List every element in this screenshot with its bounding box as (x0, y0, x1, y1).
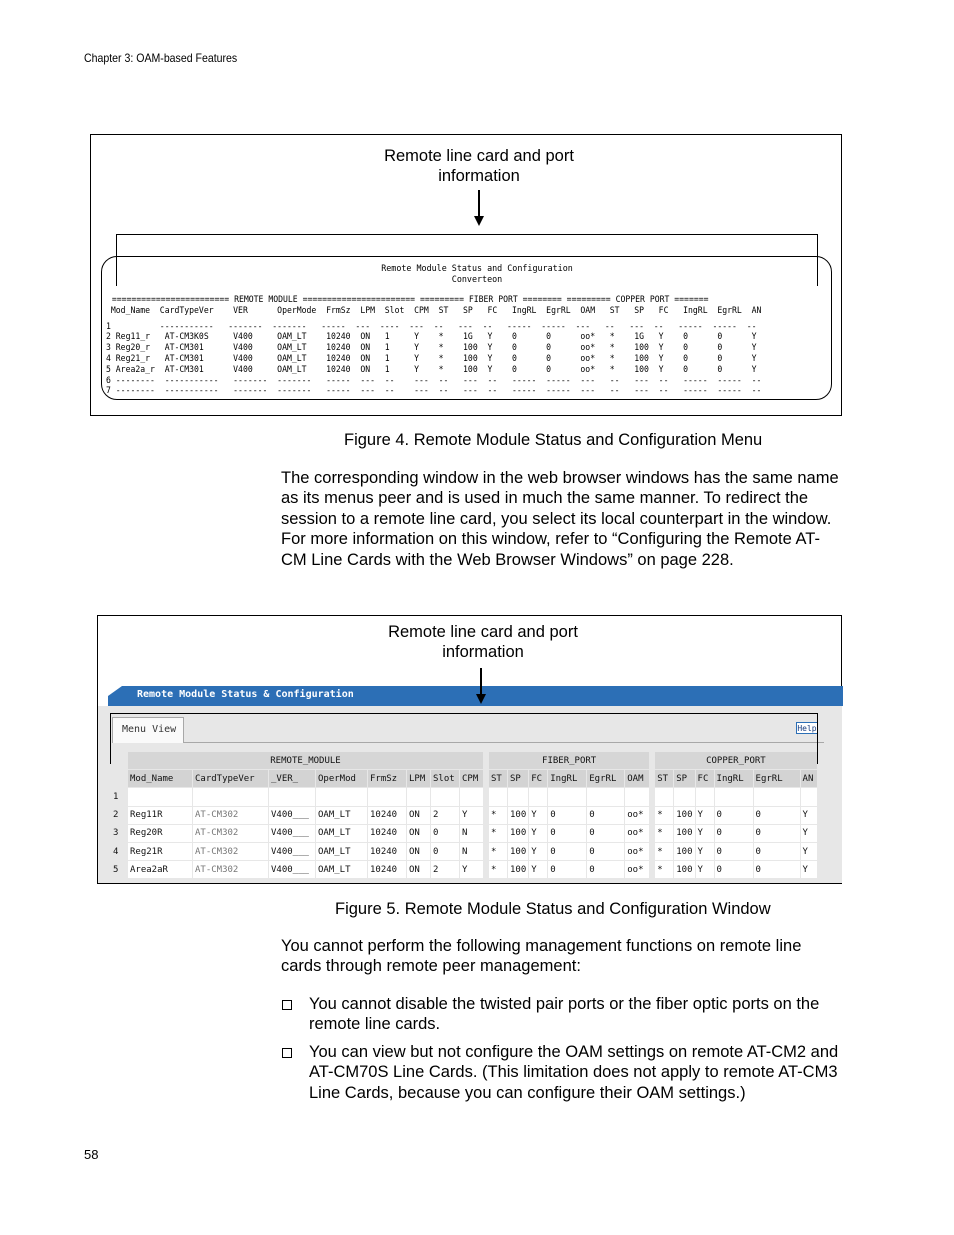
figure-4-caption: Figure 4. Remote Module Status and Configuration Menu (344, 431, 763, 449)
cell-ver: V400___ (269, 861, 315, 878)
col-cpm: CPM (460, 770, 483, 787)
cell-fiber-st: * (489, 861, 507, 878)
cell-frmsz: 10240 (368, 861, 406, 878)
cell-frmsz: 10240 (368, 843, 406, 860)
cell-copper-ingrl (715, 788, 753, 805)
cell-opermod: OAM_LT (316, 843, 367, 860)
callout-line-1: Remote line card and port (388, 623, 578, 641)
cell-ver: V400___ (269, 843, 315, 860)
cell-fiber-sp: 100 (508, 861, 528, 878)
tab-baseline (184, 742, 824, 743)
col-cardtypever: CardTypeVer (193, 770, 268, 787)
cell-fiber-ingrl: 0 (548, 843, 586, 860)
cell-copper-st: * (655, 807, 673, 824)
cell-lpm: ON (407, 825, 430, 842)
cell-frmsz (368, 788, 406, 805)
gap-cell (650, 788, 654, 805)
cell-copper-st: * (655, 861, 673, 878)
row-index: 2 (113, 810, 119, 821)
cell-copper-an: Y (801, 843, 817, 860)
cell-fiber-sp (508, 788, 528, 805)
cell-fiber-ingrl (548, 788, 586, 805)
callout-arrow (478, 190, 480, 218)
gap-cell (650, 843, 654, 860)
cell-ver: V400___ (269, 825, 315, 842)
cell-copper-fc: Y (696, 807, 714, 824)
callout-line-2: information (438, 167, 520, 185)
col-copper-sp: SP (674, 770, 694, 787)
cell-fiber-st: * (489, 843, 507, 860)
col-copper-st: ST (655, 770, 673, 787)
cell-fiber-egrrl: 0 (587, 825, 624, 842)
cell-modname: Area2aR (128, 861, 192, 878)
cell-copper-an: Y (801, 825, 817, 842)
terminal-row[interactable]: 3 Reg20_r AT-CM301 V400 OAM_LT 10240 ON 1 Y * 100 Y 0 0 oo* * 100 Y 0 0 Y (106, 342, 757, 353)
cell-copper-sp: 100 (674, 807, 694, 824)
figure-5-caption: Figure 5. Remote Module Status and Configuration Window (335, 900, 771, 918)
cell-opermod: OAM_LT (316, 807, 367, 824)
group-fiber-port: FIBER_PORT (489, 752, 649, 769)
cell-copper-ingrl: 0 (715, 807, 753, 824)
gap-cell (484, 825, 488, 842)
cell-fiber-egrrl (587, 788, 624, 805)
cell-opermod: OAM_LT (316, 825, 367, 842)
cell-copper-an: Y (801, 807, 817, 824)
cell-fiber-st: * (489, 807, 507, 824)
bracket-right-leg (817, 713, 818, 764)
gap-cell (484, 861, 488, 878)
cell-lpm (407, 788, 430, 805)
cell-slot: 2 (431, 861, 459, 878)
page-number: 58 (84, 1147, 99, 1162)
terminal-table (106, 294, 826, 396)
cell-fiber-oam: oo* (625, 843, 649, 860)
cell-copper-st: * (655, 825, 673, 842)
figure-5-callout (333, 622, 633, 662)
bullet-text: You can view but not configure the OAM settings on remote AT-CM2 and AT-CM70S Line Cards. (This limitation does not apply to remote AT-CM3 Line Cards, because you can configure their OAM settings.) (309, 1043, 839, 1102)
table-row[interactable] (111, 825, 817, 842)
col-fiber-ingrl: IngRL (548, 770, 586, 787)
cell-copper-egrrl (754, 788, 800, 805)
column-line: Mod_Name CardTypeVer VER OperMode FrmSz LPM Slot CPM ST SP FC IngRL EgrRL OAM ST SP FC IngRL EgrRL AN (106, 304, 762, 315)
cell-opermod (316, 788, 367, 805)
col-mod-name: Mod_Name (128, 770, 192, 787)
gap-cell (650, 807, 654, 824)
window-title: Remote Module Status & Configuration (137, 689, 354, 700)
col-fiber-sp: SP (508, 770, 528, 787)
cell-copper-fc: Y (696, 825, 714, 842)
cell-cpm: Y (460, 861, 483, 878)
cell-copper-fc: Y (696, 861, 714, 878)
cell-modname: Reg11R (128, 807, 192, 824)
cell-fiber-oam: oo* (625, 861, 649, 878)
col-fiber-oam: OAM (625, 770, 649, 787)
cell-fiber-st (489, 788, 507, 805)
cell-fiber-oam: oo* (625, 825, 649, 842)
column-header-row (111, 770, 817, 787)
cell-fiber-fc: Y (529, 843, 547, 860)
cell-copper-st (655, 788, 673, 805)
terminal-row[interactable]: 7 -------- ----------- ------- ------- ----- --- -- --- -- --- -- ----- ----- --- -- --- -- ----- ----- -- (106, 385, 762, 396)
cell-lpm: ON (407, 861, 430, 878)
col-fiber-egrrl: EgrRL (587, 770, 624, 787)
cell-opermod: OAM_LT (316, 861, 367, 878)
terminal-row[interactable]: 6 -------- ----------- ------- ------- ----- --- -- --- -- --- -- ----- ----- --- -- --- -- ----- ----- -- (106, 374, 762, 385)
table-row[interactable] (111, 861, 817, 878)
cell-fiber-st: * (489, 825, 507, 842)
title-bar-notch (108, 686, 122, 706)
cell-slot: 2 (431, 807, 459, 824)
cell-modname: Reg20R (128, 825, 192, 842)
col-fiber-fc: FC (529, 770, 547, 787)
help-button[interactable]: Help (797, 724, 817, 733)
arrow-head-icon (474, 216, 484, 226)
col-copper-ingrl: IngRL (715, 770, 753, 787)
cell-fiber-ingrl: 0 (548, 861, 586, 878)
group-remote-module: REMOTE_MODULE (128, 752, 483, 769)
terminal-row[interactable]: 5 Area2a_r AT-CM301 V400 OAM_LT 10240 ON 1 Y * 100 Y 0 0 oo* * 100 Y 0 0 Y (106, 363, 757, 374)
col-frmsz: FrmSz (368, 770, 406, 787)
cell-frmsz: 10240 (368, 825, 406, 842)
cell-copper-egrrl: 0 (754, 843, 800, 860)
gap-cell (484, 807, 488, 824)
cell-fiber-fc: Y (529, 807, 547, 824)
cell-fiber-sp: 100 (508, 807, 528, 824)
gap-cell (650, 825, 654, 842)
cell-copper-egrrl: 0 (754, 825, 800, 842)
cell-cardtypever: AT-CM302 (193, 843, 268, 860)
row-index: 5 (113, 864, 119, 875)
cell-cpm: N (460, 843, 483, 860)
group-header-row (111, 752, 817, 769)
cell-fiber-egrrl: 0 (587, 843, 624, 860)
screen-subtitle: Converteon (451, 274, 503, 284)
cell-ver (269, 788, 315, 805)
cell-modname (128, 788, 192, 805)
col-copper-egrrl: EgrRL (754, 770, 800, 787)
cell-copper-egrrl: 0 (754, 807, 800, 824)
cell-cardtypever: AT-CM302 (193, 825, 268, 842)
cell-cpm (460, 788, 483, 805)
running-header: Chapter 3: OAM-based Features (84, 51, 238, 65)
arrow-head-icon (476, 694, 486, 704)
col-copper-fc: FC (696, 770, 714, 787)
group-line: ======================== REMOTE MODULE ======================= ========= FIBER PORT ======== ========= COPPER PORT ======= (111, 294, 709, 304)
terminal-row[interactable]: 2 Reg11_r AT-CM3K0S V400 OAM_LT 10240 ON 1 Y * 1G Y 0 0 oo* * 1G Y 0 0 Y (106, 331, 757, 342)
cell-copper-ingrl: 0 (715, 843, 753, 860)
col-slot: Slot (431, 770, 459, 787)
callout-bracket (110, 713, 818, 714)
cell-copper-sp: 100 (674, 861, 694, 878)
menu-view-tab[interactable]: Menu View (112, 717, 184, 743)
group-copper-port: COPPER_PORT (655, 752, 816, 769)
table-row[interactable] (111, 788, 817, 805)
cell-fiber-fc: Y (529, 825, 547, 842)
cell-fiber-sp: 100 (508, 843, 528, 860)
body-paragraph: The corresponding window in the web browser windows has the same name as its menus peer and is used in much the same manner. To redirect the session to a remote line card, you select its local counterpart in the window. For more information on this window, refer to “Configuring the Remote AT-CM Line Cards with the Web Browser Windows” on page 228. (281, 469, 839, 569)
gap-cell (650, 861, 654, 878)
cell-copper-sp: 100 (674, 825, 694, 842)
gap-cell (484, 788, 488, 805)
callout-line-1: Remote line card and port (384, 147, 574, 165)
col-copper-an: AN (801, 770, 817, 787)
checkbox-bullet-icon (282, 1048, 292, 1058)
cell-cpm: Y (460, 807, 483, 824)
terminal-row[interactable]: 1 ----------- ------- ------- ----- --- ---- --- -- --- -- ----- ----- --- -- --- -- ----- ----- -- (106, 320, 757, 331)
cell-copper-egrrl: 0 (754, 861, 800, 878)
cell-fiber-ingrl: 0 (548, 807, 586, 824)
cell-slot: 0 (431, 825, 459, 842)
figure-4-callout (329, 146, 629, 186)
bullet-text: You cannot disable the twisted pair ports or the fiber optic ports on the remote line cards. (309, 995, 820, 1034)
callout-bracket (116, 234, 818, 235)
screen-title: Remote Module Status and Configuration (381, 263, 573, 273)
table-row[interactable] (111, 843, 817, 860)
cell-lpm: ON (407, 807, 430, 824)
col-fiber-st: ST (489, 770, 507, 787)
cell-copper-ingrl: 0 (715, 825, 753, 842)
col-ver: _VER_ (269, 770, 315, 787)
cell-cpm: N (460, 825, 483, 842)
cell-copper-an (801, 788, 817, 805)
cell-copper-an: Y (801, 861, 817, 878)
terminal-row[interactable]: 4 Reg21_r AT-CM301 V400 OAM_LT 10240 ON 1 Y * 100 Y 0 0 oo* * 100 Y 0 0 Y (106, 352, 757, 363)
callout-arrow (480, 668, 482, 696)
table-row[interactable] (111, 807, 817, 824)
cell-copper-sp (674, 788, 694, 805)
cell-fiber-ingrl: 0 (548, 825, 586, 842)
col-opermod: OperMod (316, 770, 367, 787)
cell-lpm: ON (407, 843, 430, 860)
body-paragraph-2: You cannot perform the following management functions on remote line cards through remote peer management: (281, 937, 802, 976)
cell-fiber-fc (529, 788, 547, 805)
remote-module-table (110, 751, 818, 879)
cell-cardtypever: AT-CM302 (193, 807, 268, 824)
gap-cell (484, 843, 488, 860)
checkbox-bullet-icon (282, 1000, 292, 1010)
cell-copper-sp: 100 (674, 843, 694, 860)
cell-fiber-sp: 100 (508, 825, 528, 842)
cell-fiber-oam: oo* (625, 807, 649, 824)
cell-copper-fc: Y (696, 843, 714, 860)
cell-slot: 0 (431, 843, 459, 860)
cell-frmsz: 10240 (368, 807, 406, 824)
cell-modname: Reg21R (128, 843, 192, 860)
cell-cardtypever (193, 788, 268, 805)
cell-copper-ingrl: 0 (715, 861, 753, 878)
cell-fiber-oam (625, 788, 649, 805)
cell-copper-fc (696, 788, 714, 805)
row-index: 3 (113, 828, 119, 839)
row-index: 4 (113, 846, 119, 857)
cell-cardtypever: AT-CM302 (193, 861, 268, 878)
bracket-left-leg (110, 713, 111, 764)
callout-line-2: information (442, 643, 524, 661)
cell-fiber-egrrl: 0 (587, 861, 624, 878)
cell-ver: V400___ (269, 807, 315, 824)
cell-copper-st: * (655, 843, 673, 860)
cell-fiber-fc: Y (529, 861, 547, 878)
cell-fiber-egrrl: 0 (587, 807, 624, 824)
cell-slot (431, 788, 459, 805)
row-index: 1 (113, 791, 119, 802)
col-lpm: LPM (407, 770, 430, 787)
